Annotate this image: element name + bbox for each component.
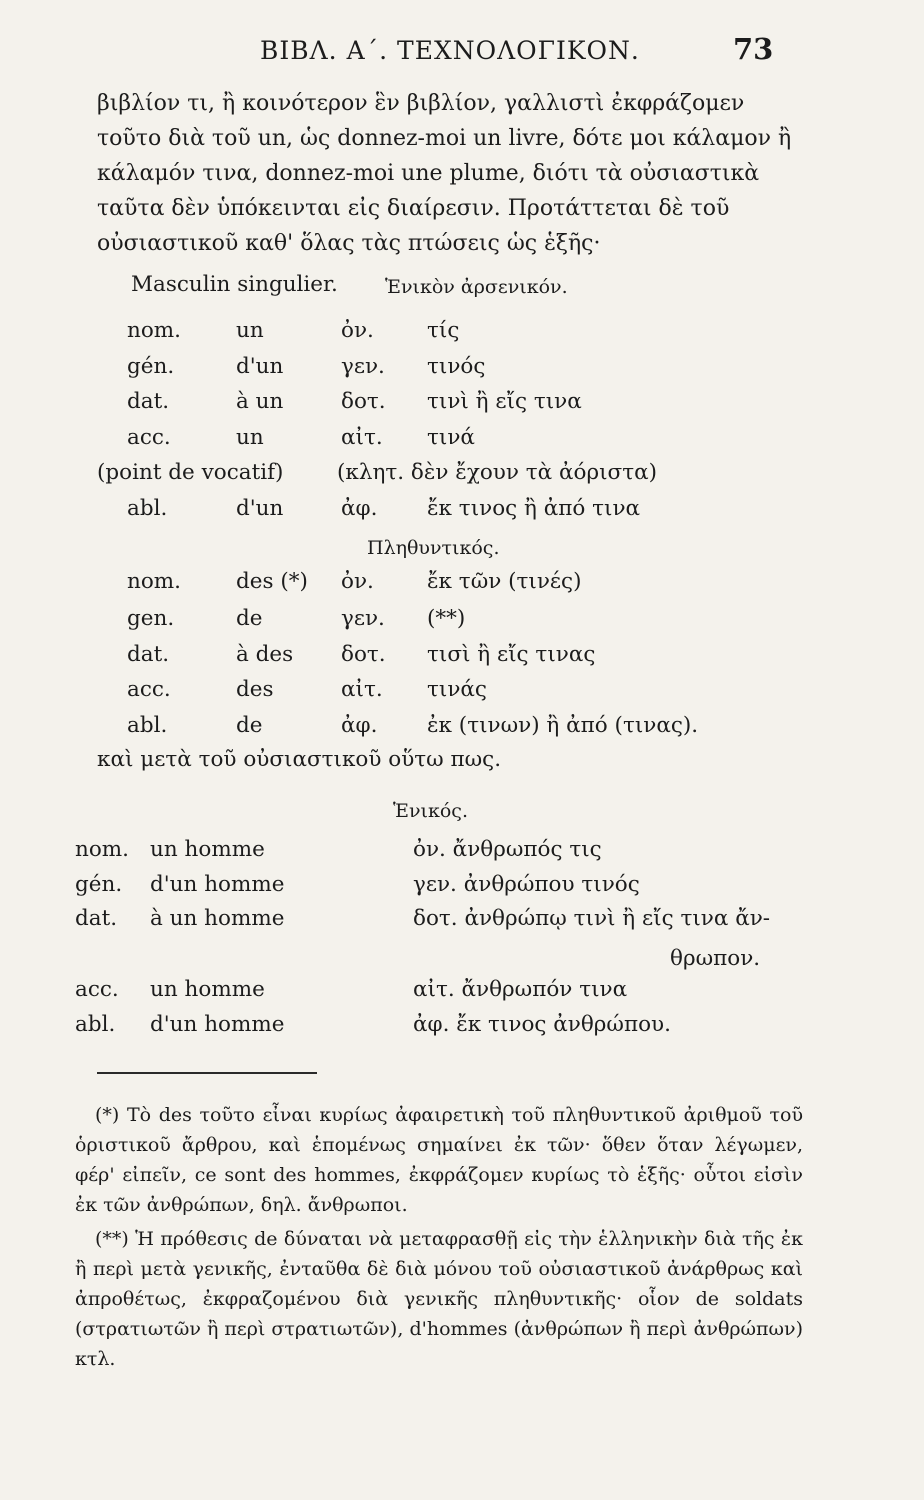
case-label: dat. [127,389,170,414]
case-label: nom. [75,837,130,862]
greek-form: ἐκ (τινων) ἢ ἀπό (τινας). [427,713,699,738]
french-form: un [236,318,264,343]
french-form: d'un homme [150,1012,285,1037]
case-label: gen. [127,606,175,631]
page-header [0,30,924,70]
greek-form: τισὶ ἢ εἴς τινας [427,642,596,667]
french-form: un [236,425,264,450]
heading-greek: Ἑνικὸν ἀρσενικόν. [385,276,568,298]
case-label: nom. [127,318,182,343]
french-form: d'un [236,354,284,379]
greek-case: γεν. [341,606,385,631]
singular-heading: Ἑνικός. [393,800,468,822]
greek-form: δοτ. ἀνθρώπῳ τινὶ ἢ εἴς τινα ἄν- [413,906,771,931]
greek-form: (**) [427,606,466,631]
case-label: gén. [75,872,123,897]
greek-case: γεν. [341,354,385,379]
greek-form: τινός [427,354,486,379]
french-form: d'un homme [150,872,285,897]
french-form: des [236,677,274,702]
case-label: abl. [127,496,168,521]
greek-case: δοτ. [341,389,386,414]
french-form: à un homme [150,906,285,931]
greek-form: ὀν. ἄνθρωπός τις [413,837,602,862]
french-form: de [236,606,263,631]
case-label: acc. [127,677,171,702]
greek-case: ὀν. [341,318,374,343]
greek-case: ἀφ. [341,713,378,738]
footnote-1: (*) Τὸ des τοῦτο εἶναι κυρίως ἀφαιρετικὴ τοῦ πληθυντικοῦ ἀριθμοῦ τοῦ ὁριστικοῦ ἄρθρου, καὶ ἑπομένως σημαίνει ἐκ τῶν· ὅθεν ὅταν λέγωμεν, φέρ' εἰπεῖν, ce sont des hommes, ἐκφράζομεν κυρίως τὸ ἑξῆς· οὗτοι εἰσὶν ἐκ τῶν ἀνθρώπων, δηλ. ἄνθρωποι. [75,1104,803,1216]
heading-french: Masculin singulier. [131,272,338,297]
case-label: abl. [127,713,168,738]
french-form: un homme [150,977,265,1002]
case-label: dat. [127,642,170,667]
french-form: un homme [150,837,265,862]
french-form: de [236,713,263,738]
greek-case: δοτ. [341,642,386,667]
case-label: acc. [75,977,119,1002]
declension-un-homme [75,800,815,1040]
french-form: d'un [236,496,284,521]
greek-form: θρωπον. [670,946,761,971]
case-label: nom. [127,569,182,594]
footnotes [75,1100,803,1378]
greek-form: αἰτ. ἄνθρωπόν τινα [413,977,628,1002]
plural-heading: Πληθυντικός. [367,537,500,559]
vocative-note-french: (point de vocatif) [97,460,284,485]
greek-form: τινάς [427,677,487,702]
footnote-2: (**) Ἡ πρόθεσις de δύναται νὰ μεταφρασθῇ εἰς τὴν ἑλληνικὴν διὰ τῆς ἐκ ἢ περὶ μετὰ γενικῆς, ἐνταῦθα δὲ διὰ μόνου τοῦ οὐσιαστικοῦ ἀνάρθρως καὶ ἀπροθέτως, ἐκφραζομένου διὰ γενικῆς πληθυντικῆς· οἷον de soldats (στρατιωτῶν ἢ περὶ στρατιωτῶν), d'hommes (ἀνθρώπων ἢ περὶ ἀνθρώπων) κτλ. [75,1228,803,1370]
greek-form: ἀφ. ἔκ τινος ἀνθρώπου. [413,1012,671,1037]
greek-case: ἀφ. [341,496,378,521]
greek-form: ἔκ τῶν (τινές) [427,569,582,594]
greek-form: τίς [427,318,460,343]
case-label: acc. [127,425,171,450]
footnote-separator [97,1072,317,1074]
case-label: gén. [127,354,175,379]
greek-form: τινά [427,425,475,450]
declension-plural [97,537,797,777]
intro-text: βιβλίον τι, ἢ κοινότερον ἓν βιβλίον, γαλλιστὶ ἐκφράζομεν τοῦτο διὰ τοῦ un, ὡς donnez-moi un livre, δότε μοι κάλαμον ἢ κάλαμόν τινα, donnez-moi une plume, διότι τὰ οὐσιαστικὰ ταῦτα δὲν ὑπόκεινται εἰς διαίρεσιν. Προτάττεται δὲ τοῦ οὐσιαστικοῦ καθ' ὅλας τὰς πτώσεις ὡς ἑξῆς· [97,91,792,256]
french-form: à un [236,389,284,414]
greek-case: ὀν. [341,569,374,594]
declension-masculine-singular [97,272,797,522]
page-number: 73 [733,32,774,66]
intro-paragraph [97,86,797,261]
greek-form: τινὶ ἢ εἴς τινα [427,389,582,414]
greek-form: ἔκ τινος ἢ ἀπό τινα [427,496,641,521]
french-form: des (*) [236,569,308,594]
greek-case: αἰτ. [341,677,383,702]
case-label: dat. [75,906,118,931]
greek-form: γεν. ἀνθρώπου τινός [413,872,640,897]
vocative-note-greek: (κλητ. δὲν ἔχουν τὰ ἀόριστα) [337,460,658,485]
running-title: ΒΙΒΛ. Α΄. ΤΕΧΝΟΛΟΓΙΚΟΝ. [260,36,640,65]
french-form: à des [236,642,294,667]
trailer-text: καὶ μετὰ τοῦ οὐσιαστικοῦ οὕτω πως. [97,747,502,772]
greek-case: αἰτ. [341,425,383,450]
case-label: abl. [75,1012,116,1037]
